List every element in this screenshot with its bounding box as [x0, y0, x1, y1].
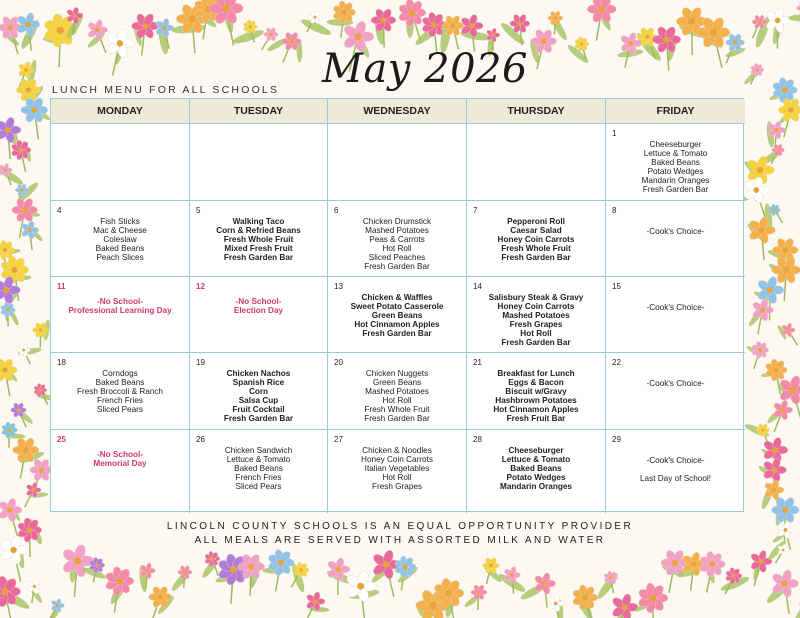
day-number: 27	[334, 435, 343, 444]
menu-item: Fresh Garden Bar	[364, 414, 430, 423]
menu-item: Last Day of School!	[640, 474, 711, 483]
menu-item: Fresh Fruit Bar	[506, 414, 566, 423]
day-cell	[190, 353, 328, 430]
menu-item: -Cook's Choice-	[646, 303, 705, 312]
day-cell	[467, 201, 606, 277]
menu-item: Fresh Garden Bar	[642, 185, 709, 194]
menu-item: Lettuce & Tomato	[226, 455, 291, 464]
menu-item: Mashed Potatoes	[365, 226, 429, 235]
day-cell	[190, 430, 328, 513]
menu-items	[194, 217, 323, 262]
day-number: 7	[473, 206, 478, 215]
day-number: 8	[612, 206, 617, 215]
menu-item: -Cook's Choice-	[646, 456, 705, 465]
menu-item: French Fries	[97, 396, 143, 405]
day-number: 15	[612, 282, 621, 291]
day-number: 25	[57, 435, 66, 444]
day-cell	[328, 353, 467, 430]
menu-item: Sliced Pears	[97, 405, 143, 414]
menu-item: Green Beans	[371, 311, 423, 320]
menu-item: Chicken & Noodles	[362, 446, 432, 455]
day-header-thursday: THURSDAY	[467, 99, 606, 124]
menu-item: Fresh Garden Bar	[501, 253, 571, 262]
day-number: 21	[473, 358, 482, 367]
menu-item: Hot Cinnamon Apples	[493, 405, 579, 414]
day-cell	[467, 277, 606, 353]
menu-item: Pepperoni Roll	[507, 217, 565, 226]
menu-item: Fresh Grapes	[509, 320, 563, 329]
day-cell	[328, 430, 467, 513]
day-cell	[51, 201, 190, 277]
menu-item: Lettuce & Tomato	[643, 149, 708, 158]
menu-item: Chicken Sandwich	[224, 446, 293, 455]
day-cell	[51, 124, 190, 201]
day-header-friday: FRIDAY	[606, 99, 745, 124]
menu-item: Baked Beans	[510, 464, 562, 473]
day-cell	[467, 124, 606, 201]
menu-item: Green Beans	[372, 378, 422, 387]
day-cell	[190, 201, 328, 277]
menu-item: Potato Wedges	[506, 473, 566, 482]
menu-item: Fresh Broccoli & Ranch	[76, 387, 163, 396]
menu-item: Breakfast for Lunch	[497, 369, 575, 378]
day-header-tuesday: TUESDAY	[190, 99, 328, 124]
menu-item: Italian Vegetables	[364, 464, 430, 473]
day-number: 12	[196, 282, 205, 291]
day-number: 20	[334, 358, 343, 367]
menu-item: Hot Roll	[382, 396, 412, 405]
page-title: May 2026	[322, 46, 528, 92]
menu-item: Baked Beans	[95, 378, 145, 387]
menu-item: Honey Coin Carrots	[361, 455, 433, 464]
menu-item: Sliced Peaches	[368, 253, 426, 262]
menu-item: Mashed Potatoes	[502, 311, 570, 320]
day-number: 5	[196, 206, 201, 215]
menu-item: Mac & Cheese	[93, 226, 147, 235]
menu-item: Baked Beans	[234, 464, 283, 473]
menu-item: Hashbrown Potatoes	[495, 396, 577, 405]
menu-item: Caesar Salad	[510, 226, 562, 235]
menu-item: Hot Roll	[382, 244, 412, 253]
menu-item: Honey Coin Carrots	[497, 235, 575, 244]
menu-item: Fresh Garden Bar	[364, 262, 430, 271]
menu-item: Fresh Garden Bar	[223, 253, 294, 262]
menu-item: Fresh Grapes	[371, 482, 423, 491]
menu-item: Lettuce & Tomato	[501, 455, 571, 464]
menu-item: Mandarin Oranges	[641, 176, 710, 185]
day-cell	[328, 124, 467, 201]
menu-items	[471, 217, 601, 262]
menu-item: Baked Beans	[651, 158, 700, 167]
menu-item: Honey Coin Carrots	[497, 302, 575, 311]
day-cell	[606, 201, 745, 277]
menu-items	[471, 293, 601, 347]
day-number: 14	[473, 282, 482, 291]
menu-item: Salisbury Steak & Gravy	[488, 293, 584, 302]
menu-item: Eggs & Bacon	[508, 378, 564, 387]
menu-item: French Fries	[235, 473, 282, 482]
menu-item: -No School-	[97, 450, 143, 459]
day-number: 4	[57, 206, 62, 215]
day-number: 22	[612, 358, 621, 367]
menu-items	[471, 446, 601, 491]
menu-calendar	[50, 98, 744, 512]
day-cell	[606, 430, 745, 513]
menu-item: Fresh Garden Bar	[501, 338, 571, 347]
menu-item: Mandarin Oranges	[500, 482, 572, 491]
day-number: 29	[612, 435, 621, 444]
menu-items	[332, 369, 462, 423]
menu-items	[55, 297, 185, 315]
day-cell	[606, 353, 745, 430]
day-number: 1	[612, 129, 617, 138]
menu-item: Fresh Garden Bar	[223, 414, 294, 423]
menu-item: Cheeseburger	[508, 446, 564, 455]
menu-item: Peach Slices	[96, 253, 144, 262]
day-header-wednesday: WEDNESDAY	[328, 99, 467, 124]
menu-items	[610, 379, 741, 388]
menu-item: Professional Learning Day	[68, 306, 172, 315]
menu-item: Cheeseburger	[649, 140, 702, 149]
day-number: 28	[473, 435, 482, 444]
menu-items	[610, 456, 741, 483]
menu-item	[610, 465, 741, 474]
menu-item: Spanish Rice	[232, 378, 285, 387]
day-cell	[467, 353, 606, 430]
menu-item: Fish Sticks	[100, 217, 140, 226]
menu-item: Peas & Carrots	[369, 235, 425, 244]
menu-item: Chicken & Waffles	[361, 293, 433, 302]
menu-items	[55, 369, 185, 414]
menu-item: Salsa Cup	[238, 396, 279, 405]
menu-items	[610, 140, 741, 194]
menu-items	[55, 217, 185, 262]
menu-item: Chicken Nachos	[226, 369, 291, 378]
day-cell	[328, 201, 467, 277]
day-header-monday: MONDAY	[51, 99, 190, 124]
menu-items	[194, 446, 323, 491]
menu-item: Fresh Whole Fruit	[223, 235, 294, 244]
day-cell	[51, 277, 190, 353]
menu-item: Corndogs	[102, 369, 138, 378]
menu-items	[194, 369, 323, 423]
day-cell	[51, 353, 190, 430]
menu-items	[610, 227, 741, 236]
footer-milk-water: ALL MEALS ARE SERVED WITH ASSORTED MILK AND WATER	[194, 535, 606, 546]
menu-item: Mixed Fresh Fruit	[224, 244, 293, 253]
day-cell	[606, 124, 745, 201]
menu-item: Hot Roll	[382, 473, 412, 482]
menu-items	[610, 303, 741, 312]
menu-items	[194, 297, 323, 315]
menu-item: Fresh Whole Fruit	[364, 405, 430, 414]
menu-items	[55, 450, 185, 468]
day-cell	[467, 430, 606, 513]
menu-item: Potato Wedges	[647, 167, 704, 176]
menu-item: Hot Cinnamon Apples	[354, 320, 440, 329]
day-number: 11	[57, 282, 66, 291]
menu-item: Fresh Garden Bar	[362, 329, 432, 338]
menu-item: -Cook's Choice-	[646, 379, 705, 388]
day-number: 6	[334, 206, 339, 215]
menu-items	[332, 446, 462, 491]
menu-item: Walking Taco	[232, 217, 285, 226]
menu-items	[332, 293, 462, 338]
menu-item: Sliced Pears	[235, 482, 282, 491]
menu-item: Chicken Nuggets	[365, 369, 429, 378]
menu-item: -No School-	[97, 297, 143, 306]
menu-items	[471, 369, 601, 423]
menu-item: Fruit Cocktail	[232, 405, 285, 414]
menu-item: Hot Roll	[520, 329, 552, 338]
menu-item: Corn & Refried Beans	[216, 226, 301, 235]
day-cell	[606, 277, 745, 353]
menu-item: Memorial Day	[93, 459, 147, 468]
menu-subtitle: LUNCH MENU FOR ALL SCHOOLS	[52, 84, 280, 96]
day-number: 13	[334, 282, 343, 291]
menu-item: Chicken Drumstick	[362, 217, 432, 226]
day-cell	[190, 277, 328, 353]
menu-item: Mashed Potatoes	[365, 387, 429, 396]
menu-item: -No School-	[235, 297, 282, 306]
menu-item: Corn	[248, 387, 269, 396]
day-cell	[51, 430, 190, 513]
day-cell	[190, 124, 328, 201]
menu-item: Sweet Potato Casserole	[350, 302, 444, 311]
day-number: 19	[196, 358, 205, 367]
menu-items	[332, 217, 462, 271]
menu-item: Fresh Whole Fruit	[501, 244, 571, 253]
menu-item: Coleslaw	[103, 235, 137, 244]
day-number: 18	[57, 358, 66, 367]
menu-item: Election Day	[233, 306, 284, 315]
menu-item: -Cook's Choice-	[646, 227, 705, 236]
day-cell	[328, 277, 467, 353]
menu-item: Baked Beans	[95, 244, 145, 253]
day-number: 26	[196, 435, 205, 444]
menu-item: Biscuit w/Gravy	[505, 387, 567, 396]
footer-equal-opportunity: LINCOLN COUNTY SCHOOLS IS AN EQUAL OPPORTUNITY PROVIDER	[166, 521, 634, 532]
